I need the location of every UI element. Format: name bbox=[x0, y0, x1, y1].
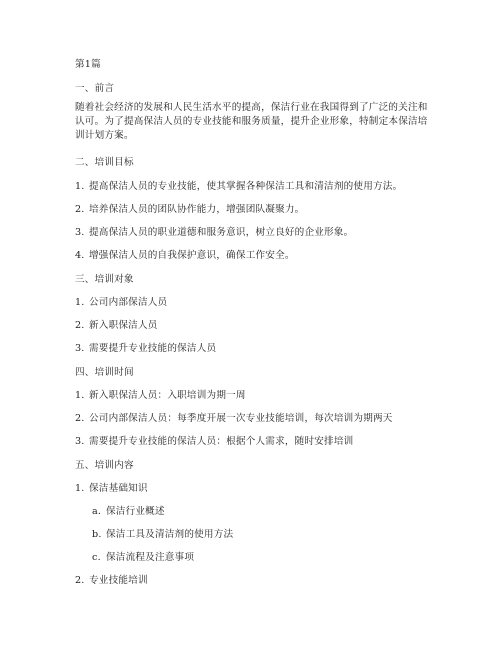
sub-list-text: 保洁流程及注意事项 bbox=[106, 552, 195, 563]
list-number: 4. bbox=[75, 250, 85, 261]
list-item bbox=[75, 412, 393, 425]
list-item bbox=[75, 389, 246, 402]
list-number: 1. bbox=[75, 181, 85, 192]
list-number: 1. bbox=[75, 390, 85, 401]
list-text: 公司内部保洁人员：每季度开展一次专业技能培训，每次培训为期两天 bbox=[89, 413, 393, 424]
list-item bbox=[75, 203, 304, 216]
sub-list-text: 保洁工具及清洁剂的使用方法 bbox=[106, 529, 234, 540]
list-text: 保洁基础知识 bbox=[89, 483, 148, 494]
list-item bbox=[75, 226, 353, 239]
list-number: 1. bbox=[75, 483, 85, 494]
list-number: 2. bbox=[75, 320, 85, 331]
list-item bbox=[75, 574, 148, 587]
section-heading-goals: 二、培训目标 bbox=[75, 157, 134, 168]
list-text: 专业技能培训 bbox=[89, 575, 148, 586]
list-number: 2. bbox=[75, 575, 85, 586]
sub-list-letter: a. bbox=[92, 506, 102, 517]
section-heading-targets: 三、培训对象 bbox=[75, 274, 134, 285]
sub-list-text: 保洁行业概述 bbox=[106, 506, 165, 517]
list-item bbox=[75, 249, 295, 262]
sub-list-item bbox=[92, 551, 194, 564]
list-number: 1. bbox=[75, 297, 85, 308]
list-number: 3. bbox=[75, 227, 85, 238]
list-text: 新入职保洁人员 bbox=[89, 320, 158, 331]
intro-paragraph: 随着社会经济的发展和人民生活水平的提高，保洁行业在我国得到了广泛的关注和认可。为了提高保洁人员的专业技能和服务质量，提升企业形象，特制定本保洁培训计划方案。 bbox=[75, 102, 428, 141]
section-heading-preface: 一、前言 bbox=[75, 83, 115, 94]
list-item bbox=[75, 180, 402, 193]
list-number: 2. bbox=[75, 413, 85, 424]
list-item bbox=[75, 482, 148, 495]
list-text: 新入职保洁人员：入职培训为期一周 bbox=[89, 390, 246, 401]
list-text: 提高保洁人员的专业技能，使其掌握各种保洁工具和清洁剂的使用方法。 bbox=[89, 181, 403, 192]
list-text: 提高保洁人员的职业道德和服务意识，树立良好的企业形象。 bbox=[89, 227, 354, 238]
list-text: 需要提升专业技能的保洁人员 bbox=[89, 343, 217, 354]
section-heading-times: 四、培训时间 bbox=[75, 367, 134, 378]
sub-list-letter: b. bbox=[92, 529, 102, 540]
list-text: 需要提升专业技能的保洁人员：根据个人需求，随时安排培训 bbox=[89, 436, 354, 447]
list-number: 3. bbox=[75, 343, 85, 354]
list-item bbox=[75, 342, 216, 355]
list-text: 公司内部保洁人员 bbox=[89, 297, 168, 308]
sub-list-item bbox=[92, 505, 165, 518]
list-item bbox=[75, 296, 167, 309]
list-text: 增强保洁人员的自我保护意识，确保工作安全。 bbox=[89, 250, 295, 261]
list-number: 2. bbox=[75, 204, 85, 215]
part-heading: 第1篇 bbox=[75, 59, 101, 70]
list-item bbox=[75, 319, 158, 332]
sub-list-letter: c. bbox=[92, 552, 101, 563]
list-item bbox=[75, 435, 353, 448]
section-heading-content: 五、培训内容 bbox=[75, 460, 134, 471]
list-number: 3. bbox=[75, 436, 85, 447]
list-text: 培养保洁人员的团队协作能力，增强团队凝聚力。 bbox=[89, 204, 305, 215]
sub-list-item bbox=[92, 528, 233, 541]
